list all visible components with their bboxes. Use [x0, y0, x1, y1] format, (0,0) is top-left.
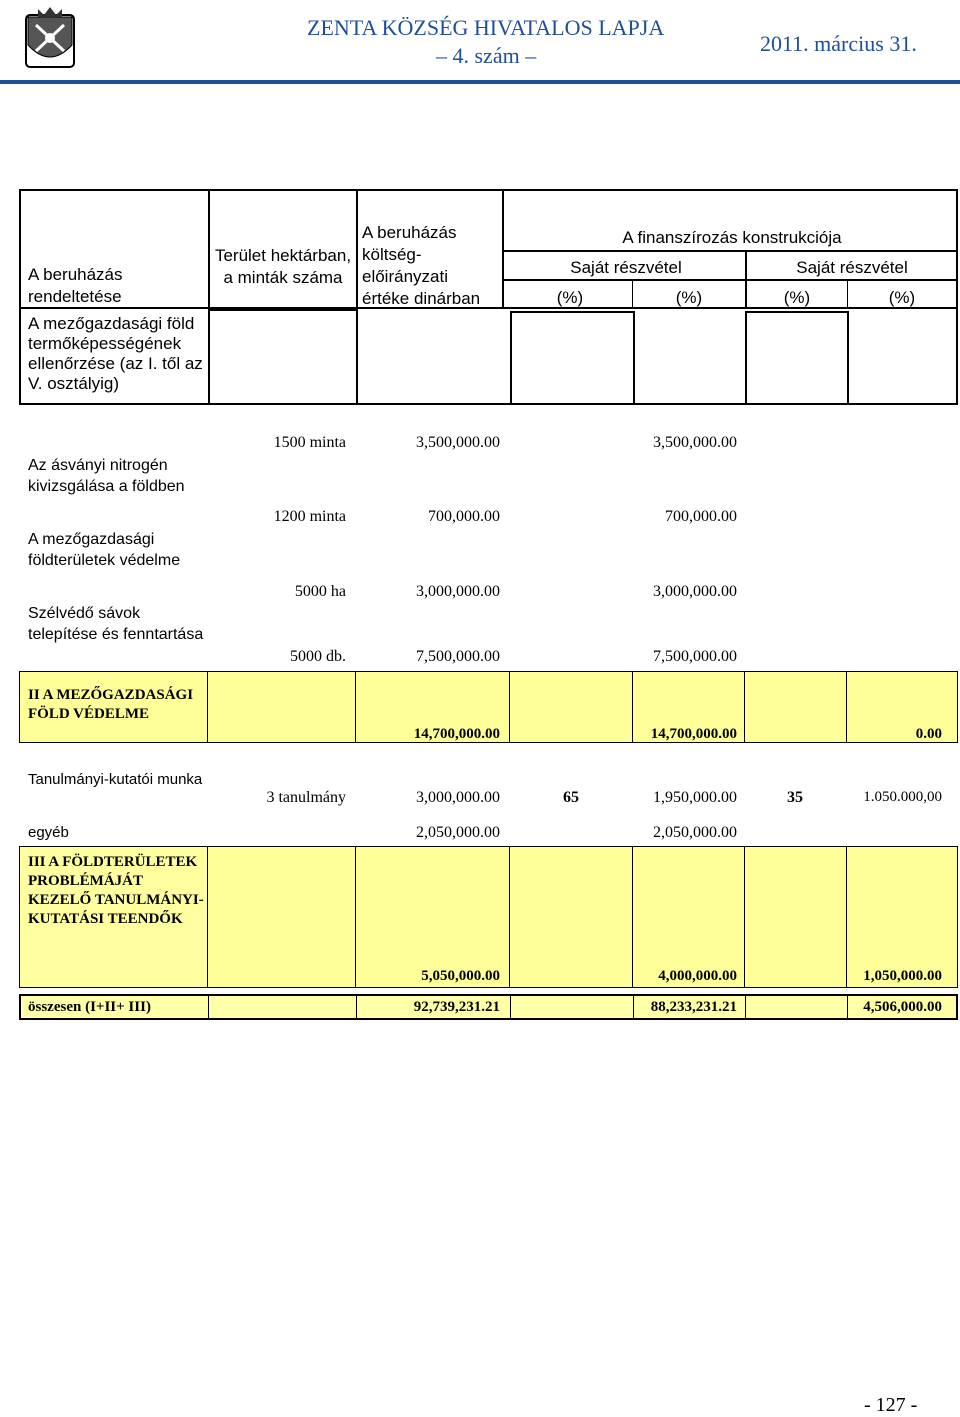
row-quantity: 5000 ha: [294, 583, 346, 600]
row-own-amount: 3,000,000.00: [653, 583, 737, 600]
row-quantity: 3 tanulmány: [266, 789, 346, 806]
row-label: egyéb: [28, 824, 69, 841]
row-quantity: 1500 minta: [273, 434, 346, 451]
row-own-amount: 3,500,000.00: [653, 434, 737, 451]
row-own-amount: 7,500,000.00: [653, 648, 737, 665]
issue-number: – 4. szám –: [436, 43, 537, 68]
section-cost: 5,050,000.00: [421, 968, 500, 984]
total-own-amount: 88,233,231.21: [650, 999, 737, 1015]
row-quantity: 1200 minta: [273, 508, 346, 525]
row-own-amount: 700,000.00: [665, 508, 737, 525]
column-header-pct-4: (%): [888, 288, 916, 307]
section-label: II A MEZŐGAZDASÁGI FÖLD VÉDELME: [28, 687, 194, 722]
row-cost: 7,500,000.00: [416, 648, 500, 665]
column-header-financing: A finanszírozás konstrukciója: [622, 228, 842, 247]
column-header-own-part-2: Saját részvétel: [796, 258, 908, 277]
section-own-amount: 14,700,000.00: [650, 726, 737, 742]
section-cost: 14,700,000.00: [413, 726, 500, 742]
publication-title: ZENTA KÖZSÉG HIVATALOS LAPJA: [307, 15, 665, 40]
row-label: Tanulmányi-kutatói munka: [28, 771, 203, 788]
row-cost: 700,000.00: [428, 508, 500, 525]
total-cost: 92,739,231.21: [413, 999, 500, 1015]
row-cost: 3,500,000.00: [416, 434, 500, 451]
column-header-purpose: A beruházás rendeltetése: [28, 265, 123, 306]
row-own-amount: 1,950,000.00: [653, 789, 737, 806]
total-label: összesen (I+II+ III): [28, 999, 151, 1015]
column-header-own-part-1: Saját részvétel: [570, 258, 682, 277]
row-label: A mezőgazdasági földterületek védelme: [28, 531, 181, 569]
row-percent-own: 65: [563, 789, 579, 806]
column-header-area: Terület hektárban, a minták száma: [214, 246, 352, 287]
row-cost: 3,000,000.00: [416, 789, 500, 806]
column-header-pct-2: (%): [675, 288, 703, 307]
section-other-amount: 0.00: [915, 726, 942, 742]
column-header-cost: A beruházás költség-előirányzati értéke dinárban: [362, 223, 481, 308]
row-label: Szélvédő sávok telepítése és fenntartása: [28, 605, 204, 643]
column-header-pct-1: (%): [556, 288, 584, 307]
section-own-amount: 4,000,000.00: [658, 968, 737, 984]
row-quantity: 5000 db.: [290, 648, 346, 665]
page-number: - 127 -: [864, 1394, 918, 1416]
column-header-pct-3: (%): [783, 288, 811, 307]
row-own-amount: 2,050,000.00: [653, 824, 737, 841]
coat-of-arms-logo: [22, 5, 78, 71]
header-rule: [0, 80, 960, 84]
total-other-amount: 4,506,000.00: [863, 999, 942, 1015]
row-cost: 3,000,000.00: [416, 583, 500, 600]
section-other-amount: 1,050,000.00: [863, 968, 942, 984]
section-label: III A FÖLDTERÜLETEK PROBLÉMÁJÁT KEZELŐ TANULMÁNYI-KUTATÁSI TEENDŐK: [28, 854, 204, 927]
publication-date: 2011. március 31.: [760, 31, 917, 56]
row-percent-other: 35: [787, 789, 803, 806]
first-row-label: A mezőgazdasági föld termőképességének ellenőrzése (az I. től az V. osztályig): [28, 314, 203, 393]
row-label: Az ásványi nitrogén kivizsgálása a földben: [28, 457, 185, 495]
row-cost: 2,050,000.00: [416, 824, 500, 841]
row-other-amount: 1.050.000,00: [863, 789, 942, 805]
